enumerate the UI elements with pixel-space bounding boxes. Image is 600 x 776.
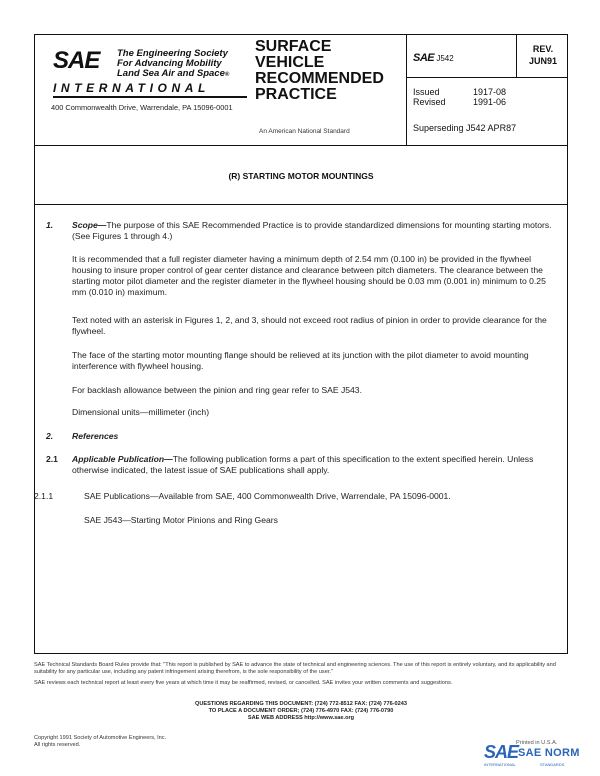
standard-note: An American National Standard [259, 128, 350, 135]
international-label: INTERNATIONAL [53, 81, 210, 95]
footer-notes: SAE Technical Standards Board Rules provide that: "This report is published by SAE to advance the state of technical and engineering sciences. The use of this report is entirely voluntary, and its applicability and suitability for any particular use, including any patent infringement arising therefrom, is the sole responsibility of the user." SAE reviews each technical report at least every five years at which time it may be reaffirmed, revised, or cancelled. SAE invites your written comments and suggestions. [34, 662, 556, 686]
printed-note: Printed in U.S.A. [516, 740, 558, 746]
revision: REV. JUN91 [528, 44, 557, 66]
sae-norm-watermark: SAE SAE NORM INTERNATIONAL STANDARDS [484, 742, 580, 767]
sae-address: 400 Commonwealth Drive, Warrendale, PA 15096-0001 [51, 103, 233, 112]
logo-underline [53, 96, 247, 98]
title-divider [34, 204, 568, 205]
footer-contacts: QUESTIONS REGARDING THIS DOCUMENT: (724) 772-8512 FAX: (724) 776-0243 TO PLACE A DOCUMENT ORDER; (724) 776-4970 FAX: (724) 776-0790 SAE WEB ADDRESS http://www.sae.org [194, 701, 407, 721]
copyright: Copyright 1991 Society of Automotive Engineers, Inc. All rights reserved. [34, 735, 167, 748]
document-type: SURFACE VEHICLE RECOMMENDED PRACTICE [255, 38, 384, 103]
header-divider [516, 35, 517, 77]
supersedes-note: Superseding J542 APR87 [413, 123, 517, 133]
sae-logo-block [35, 35, 251, 145]
header-divider [406, 77, 568, 78]
document-header [34, 34, 568, 146]
document-title: (R) STARTING MOTOR MOUNTINGS [228, 171, 374, 181]
header-divider [406, 35, 407, 145]
sae-logo: SAE [53, 47, 100, 74]
document-number: SAE J542 [413, 52, 454, 64]
sae-tagline: The Engineering Society For Advancing Mobility Land Sea Air and Space® [117, 48, 230, 79]
document-dates: Issued 1917-08 Revised 1991-06 [413, 87, 507, 107]
